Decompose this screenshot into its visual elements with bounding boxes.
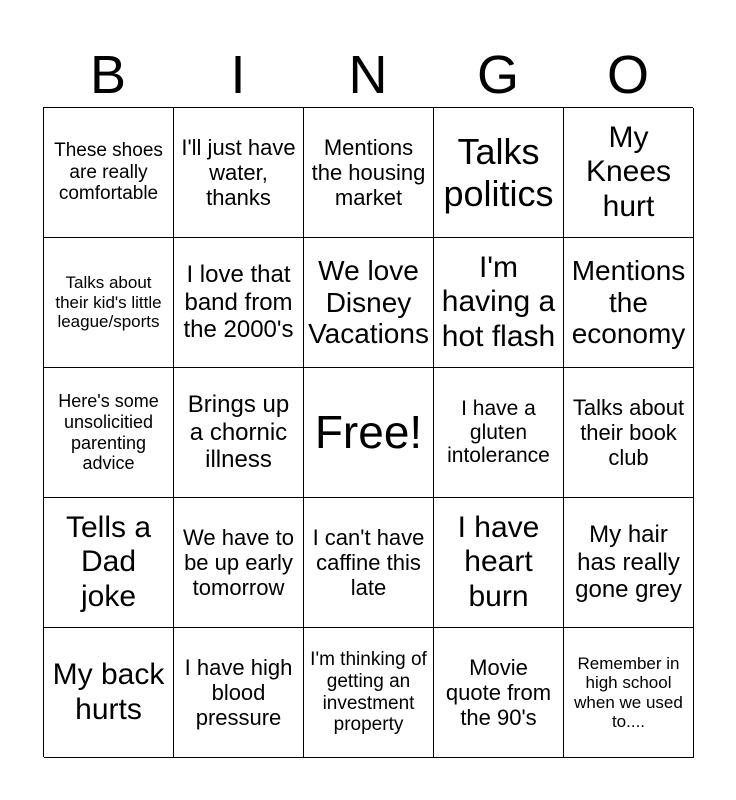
cell-text: Movie quote from the 90's [445,654,552,731]
bingo-cell[interactable] [44,368,174,498]
bingo-cell[interactable] [44,108,174,238]
bingo-cell[interactable] [174,628,304,758]
cell-text: I'll just have water, thanks [181,134,296,211]
bingo-cell[interactable] [44,498,174,628]
bingo-cell[interactable] [564,108,694,238]
bingo-cell[interactable] [174,238,304,368]
bingo-cell[interactable] [304,108,434,238]
cell-text: Talks politics [443,131,554,214]
bingo-cell[interactable] [174,108,304,238]
bingo-cell[interactable] [304,238,434,368]
cell-text: Talks about their kid's little league/sports [55,273,162,332]
cell-text: Remember in high school when we used to.... [574,653,683,731]
bingo-cell[interactable] [434,108,564,238]
bingo-cell[interactable] [44,238,174,368]
bingo-cell[interactable] [564,628,694,758]
cell-text: My back hurts [52,658,165,726]
bingo-cell[interactable] [174,368,304,498]
cell-text: We have to be up early tomorrow [183,524,294,601]
cell-text: My hair has really gone grey [575,521,682,604]
cell-text: These shoes are really comfortable [54,140,163,205]
bingo-cell[interactable] [44,628,174,758]
cell-text: Mentions the economy [571,254,686,350]
bingo-cell[interactable] [564,238,694,368]
cell-text: We love Disney Vacations [308,254,429,350]
bingo-header [43,44,693,106]
cell-text: Mentions the housing market [311,134,426,211]
bingo-cell[interactable] [434,368,564,498]
bingo-cell[interactable] [564,368,694,498]
bingo-cell[interactable] [434,628,564,758]
bingo-cell[interactable] [434,498,564,628]
bingo-cell[interactable] [564,498,694,628]
free-space[interactable] [304,368,434,498]
cell-text: Free! [314,406,423,459]
bingo-cell[interactable] [304,628,434,758]
header-letter-n: N [348,45,388,105]
cell-text: Here's some unsolicitied parenting advice [58,391,159,474]
header-letter-o: O [606,45,649,105]
cell-text: Brings up a chornic illness [187,391,290,474]
cell-text: Tells a Dad joke [65,511,152,613]
cell-text: Talks about their book club [572,394,685,471]
cell-text: My Knees hurt [585,121,672,223]
header-letter-g: G [476,45,519,105]
cell-text: I have a gluten intolerance [447,396,550,468]
cell-text: I love that band from the 2000's [183,261,294,344]
bingo-card [43,107,693,757]
cell-text: I have heart burn [457,511,540,613]
header-letter-b: B [89,45,127,105]
header-letter-i: I [230,45,246,105]
bingo-cell[interactable] [434,238,564,368]
cell-text: I have high blood pressure [184,654,293,731]
bingo-cell[interactable] [174,498,304,628]
bingo-cell[interactable] [304,498,434,628]
cell-text: I'm having a hot flash [441,251,556,353]
cell-text: I can't have caffine this late [312,524,425,601]
cell-text: I'm thinking of getting an investment property [310,649,427,736]
